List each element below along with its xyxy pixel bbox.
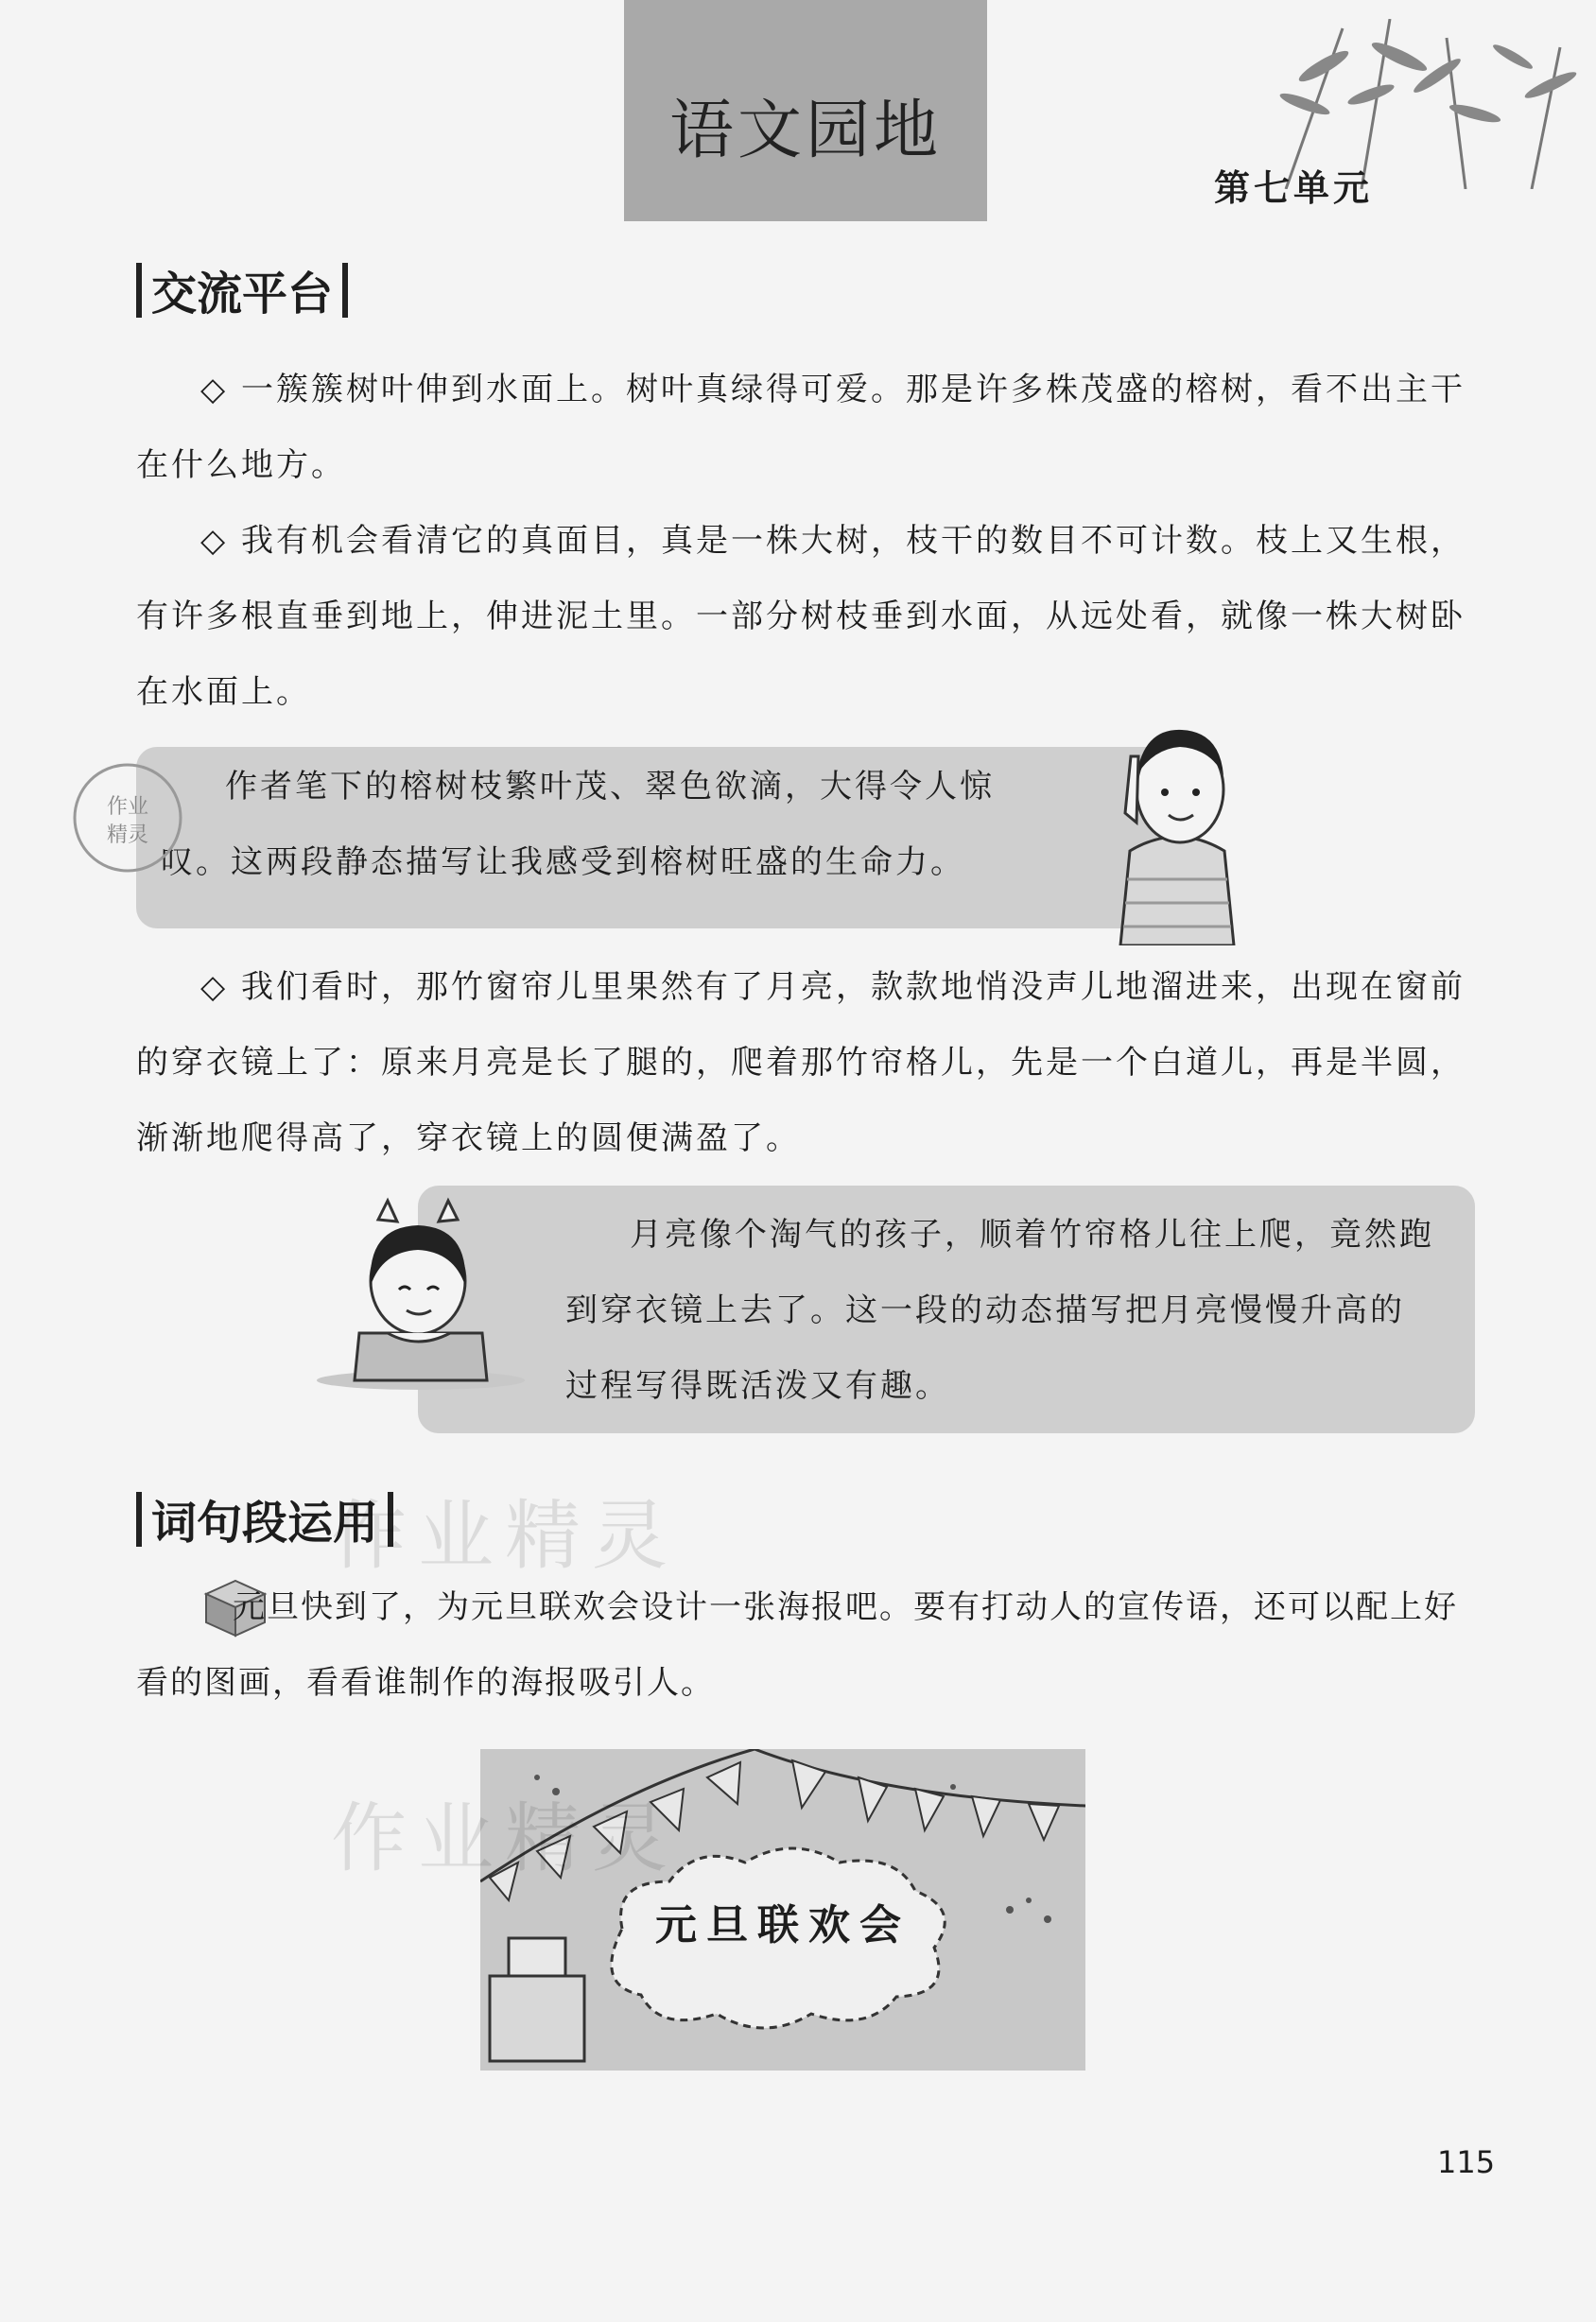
watermark: 作业精灵 bbox=[331, 1492, 679, 1580]
section-heading-exchange: 交流平台 bbox=[127, 257, 357, 322]
unit-label: 第七单元 bbox=[1214, 167, 1374, 209]
callout-banyan bbox=[136, 747, 1167, 928]
passage-2: ◇ 我有机会看清它的真面目，真是一株大树，枝干的数目不可计数。枝上又生根，有许多根直垂到地上，伸进泥土里。一部分树枝垂到水面，从远处看，就像一株大树卧在水面上。 bbox=[136, 522, 1466, 711]
page-number: 115 bbox=[1437, 2144, 1496, 2180]
task-instruction: 元旦快到了，为元旦联欢会设计一张海报吧。要有打动人的宣传语，还可以配上好看的图画，看看谁制作的海报吸引人。 bbox=[136, 1588, 1458, 1702]
callout-moon-text: 月亮像个淘气的孩子，顺着竹帘格儿往上爬，竟然跑到穿衣镜上去了。这一段的动态描写把月亮慢慢升高的过程写得既活泼又有趣。 bbox=[565, 1216, 1434, 1405]
girl-illustration bbox=[312, 1191, 529, 1390]
page-title: 语文园地 bbox=[624, 0, 987, 221]
callout-banyan-text: 作者笔下的榕树枝繁叶茂、翠色欲滴，大得令人惊叹。这两段静态描写让我感受到榕树旺盛的生命力。 bbox=[161, 768, 995, 881]
seal-stamp bbox=[66, 756, 189, 879]
svg-text:作业: 作业 bbox=[106, 795, 149, 819]
watermark-2: 作业精灵 bbox=[331, 1794, 679, 1882]
boy-illustration bbox=[1106, 700, 1248, 945]
section-heading-usage: 词句段运用 bbox=[127, 1486, 403, 1551]
passage-3: ◇ 我们看时，那竹窗帘儿里果然有了月亮，款款地悄没声儿地溜进来，出现在窗前的穿衣镜上了：原来月亮是长了腿的，爬着那竹帘格儿，先是一个白道儿，再是半圆，渐渐地爬得高了，穿衣镜上的圆便满盈了。 bbox=[136, 968, 1466, 1157]
poster-title: 元旦联欢会 bbox=[655, 1901, 911, 1949]
svg-text:精灵: 精灵 bbox=[106, 823, 149, 847]
callout-moon bbox=[418, 1186, 1475, 1433]
passage-1: ◇ 一簇簇树叶伸到水面上。树叶真绿得可爱。那是许多株茂盛的榕树，看不出主干在什么地方。 bbox=[136, 371, 1466, 484]
